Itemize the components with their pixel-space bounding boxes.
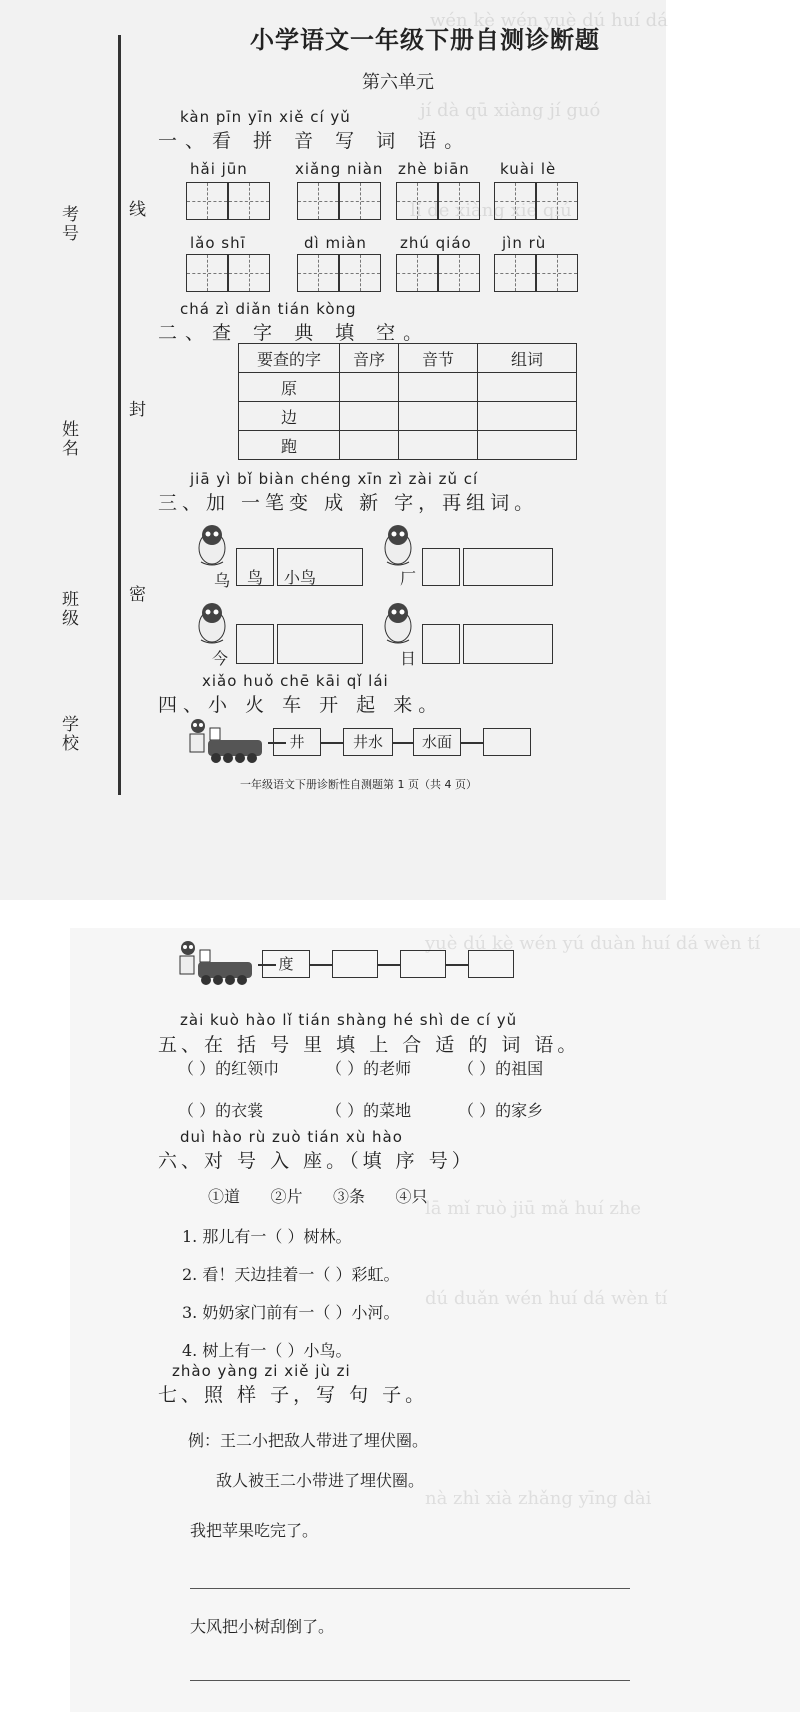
table-cell-char: 边 [239,402,340,431]
fill-item[interactable]: 3. 奶奶家门前有一（ ）小河。 [182,1303,400,1322]
writing-grid-box[interactable] [186,254,228,292]
answer-word-box[interactable] [277,624,363,664]
writing-grid-box[interactable] [396,182,438,220]
answer-char: 鸟 [247,568,264,587]
source-char: 今 [212,649,229,668]
train-coupling [461,742,483,744]
train-car[interactable] [483,728,531,756]
bleed-through-text: dú duǎn wén huí dá wèn tí [425,1288,668,1309]
answer-char-box[interactable] [422,624,460,664]
writing-grid-box[interactable] [536,182,578,220]
q7-pinyin: zhào yàng zi xiě jù zi [172,1362,351,1380]
student-name-label: 姓名 [58,420,78,458]
q2-pinyin: chá zì diǎn tián kòng [180,300,357,318]
exam-title: 小学语文一年级下册自测诊断题 [250,25,600,54]
table-header: 音节 [399,344,478,373]
q5-heading: 五、在 括 号 里 填 上 合 适 的 词 语。 [158,1034,581,1056]
q6-pinyin: duì hào rù zuò tián xù hào [180,1128,403,1146]
q1-word-pinyin: hǎi jūn [190,160,248,178]
q5-pinyin: zài kuò hào lǐ tián shàng hé shì de cí yǔ [180,1011,518,1029]
q1-pinyin: kàn pīn yīn xiě cí yǔ [180,108,351,126]
answer-char-box[interactable] [236,548,274,586]
table-header: 音序 [340,344,399,373]
source-char: 厂 [400,569,417,588]
writing-grid-box[interactable] [297,254,339,292]
table-answer-cell[interactable] [340,373,399,402]
bleed-through-text: wén kè wén yuè dú huí dá [430,10,668,31]
q1-word-pinyin: dì miàn [304,234,367,252]
example-answer: 敌人被王二小带进了埋伏圈。 [216,1471,425,1490]
fill-item[interactable]: 2. 看！天边挂着一（ ）彩虹。 [182,1265,400,1284]
seal-secret-mark: 密 [125,585,145,604]
school-label: 学校 [58,715,78,753]
table-header: 要查的字 [239,344,340,373]
blank-item[interactable]: （ ）的衣裳 [178,1101,264,1120]
q7-heading: 七、照 样 子，写 句 子。 [158,1384,429,1406]
table-cell-char: 跑 [239,431,340,460]
train-car[interactable]: 井 [273,728,321,756]
blank-item[interactable]: （ ）的祖国 [458,1059,544,1078]
writing-grid-box[interactable] [339,254,381,292]
exam-page-1 [0,0,666,900]
answer-line[interactable] [190,1680,630,1681]
table-answer-cell[interactable] [399,373,478,402]
train-coupling [378,964,400,966]
fill-item[interactable]: 4. 树上有一（ ）小鸟。 [182,1341,352,1360]
table-answer-cell[interactable] [340,402,399,431]
train-car[interactable]: 井水 [343,728,393,756]
table-answer-cell[interactable] [340,431,399,460]
bleed-through-text: yuè dú kè wén yú duàn huí dá wèn tí [425,933,761,954]
answer-char-box[interactable] [422,548,460,586]
q3-pinyin: jiā yì bǐ biàn chéng xīn zì zài zǔ cí [190,470,479,488]
train-coupling [446,964,468,966]
writing-grid-box[interactable] [339,182,381,220]
binding-line [118,35,121,795]
bleed-through-text: lā mǐ ruò jiū mǎ huí zhe [425,1198,642,1219]
table-answer-cell[interactable] [478,402,577,431]
answer-char-box[interactable] [236,624,274,664]
penguin-icon [192,600,232,644]
fill-item[interactable]: 1. 那儿有一（ ）树林。 [182,1227,352,1246]
train-coupling [310,964,332,966]
page-footer: 一年级语文下册诊断性自测题第 1 页（共 4 页） [240,778,477,791]
bleed-through-text: lǐ de xiàng xiē qiú [410,200,572,221]
bleed-through-text: jí dà qū xiàng jí guó [420,100,601,121]
prompt-sentence: 我把苹果吃完了。 [190,1521,319,1540]
blank-item[interactable]: （ ）的菜地 [326,1101,412,1120]
q1-word-pinyin: xiǎng niàn [295,160,384,178]
source-char: 日 [400,649,417,668]
table-answer-cell[interactable] [478,373,577,402]
writing-grid-box[interactable] [536,254,578,292]
unit-title: 第六单元 [362,72,434,93]
writing-grid-box[interactable] [494,182,536,220]
student-id-label: 考号 [58,205,78,243]
answer-word-box[interactable] [277,548,363,586]
train-engine-icon [176,936,258,988]
class-label: 班级 [58,590,78,628]
train-car[interactable]: 度 [262,950,310,978]
answer-line[interactable] [190,1588,630,1589]
q1-word-pinyin: kuài lè [500,160,557,178]
dictionary-lookup-table [238,343,577,460]
answer-word-box[interactable] [463,624,553,664]
writing-grid-box[interactable] [438,182,480,220]
blank-item[interactable]: （ ）的家乡 [458,1101,544,1120]
writing-grid-box[interactable] [228,254,270,292]
prompt-sentence: 大风把小树刮倒了。 [190,1617,335,1636]
blank-item[interactable]: （ ）的老师 [326,1059,412,1078]
exam-page-2 [70,928,800,1712]
table-header: 组词 [478,344,577,373]
train-car[interactable] [468,950,514,978]
example-sentence: 例：王二小把敌人带进了埋伏圈。 [188,1431,429,1450]
train-engine-icon [186,714,268,766]
writing-grid-box[interactable] [396,254,438,292]
q3-heading: 三、加 一笔变 成 新 字，再组词。 [158,492,539,514]
table-answer-cell[interactable] [399,431,478,460]
measure-word-options: ①道 ②片 ③条 ④只 [208,1187,428,1206]
bleed-through-text: nà zhì xià zhǎng yīng dài [425,1488,652,1509]
q6-heading: 六、对 号 入 座。（填 序 号） [158,1150,475,1172]
blank-item[interactable]: （ ）的红领巾 [178,1059,280,1078]
train-car[interactable] [332,950,378,978]
q4-pinyin: xiǎo huǒ chē kāi qǐ lái [202,672,389,690]
table-cell-char: 原 [239,373,340,402]
q1-word-pinyin: lǎo shī [190,234,246,252]
answer-word-box[interactable] [463,548,553,586]
seal-line-mark: 线 [125,200,145,219]
writing-grid-box[interactable] [186,182,228,220]
train-coupling [393,742,413,744]
train-car[interactable]: 水面 [413,728,461,756]
penguin-icon [192,522,232,566]
q2-heading: 二、查 字 典 填 空。 [158,322,431,344]
source-char: 乌 [214,571,231,590]
penguin-icon [378,522,418,566]
table-answer-cell[interactable] [399,402,478,431]
q1-word-pinyin: zhú qiáo [400,234,472,252]
writing-grid-box[interactable] [494,254,536,292]
q4-heading: 四、小 火 车 开 起 来。 [158,694,444,716]
writing-grid-box[interactable] [228,182,270,220]
q1-word-pinyin: zhè biān [398,160,470,178]
train-coupling [321,742,343,744]
q1-heading: 一、看 拼 音 写 词 语。 [158,130,472,152]
writing-grid-box[interactable] [297,182,339,220]
q1-word-pinyin: jìn rù [502,234,547,252]
answer-word: 小鸟 [284,568,317,587]
writing-grid-box[interactable] [438,254,480,292]
table-answer-cell[interactable] [478,431,577,460]
penguin-icon [378,600,418,644]
train-car[interactable] [400,950,446,978]
seal-mark: 封 [125,400,145,419]
